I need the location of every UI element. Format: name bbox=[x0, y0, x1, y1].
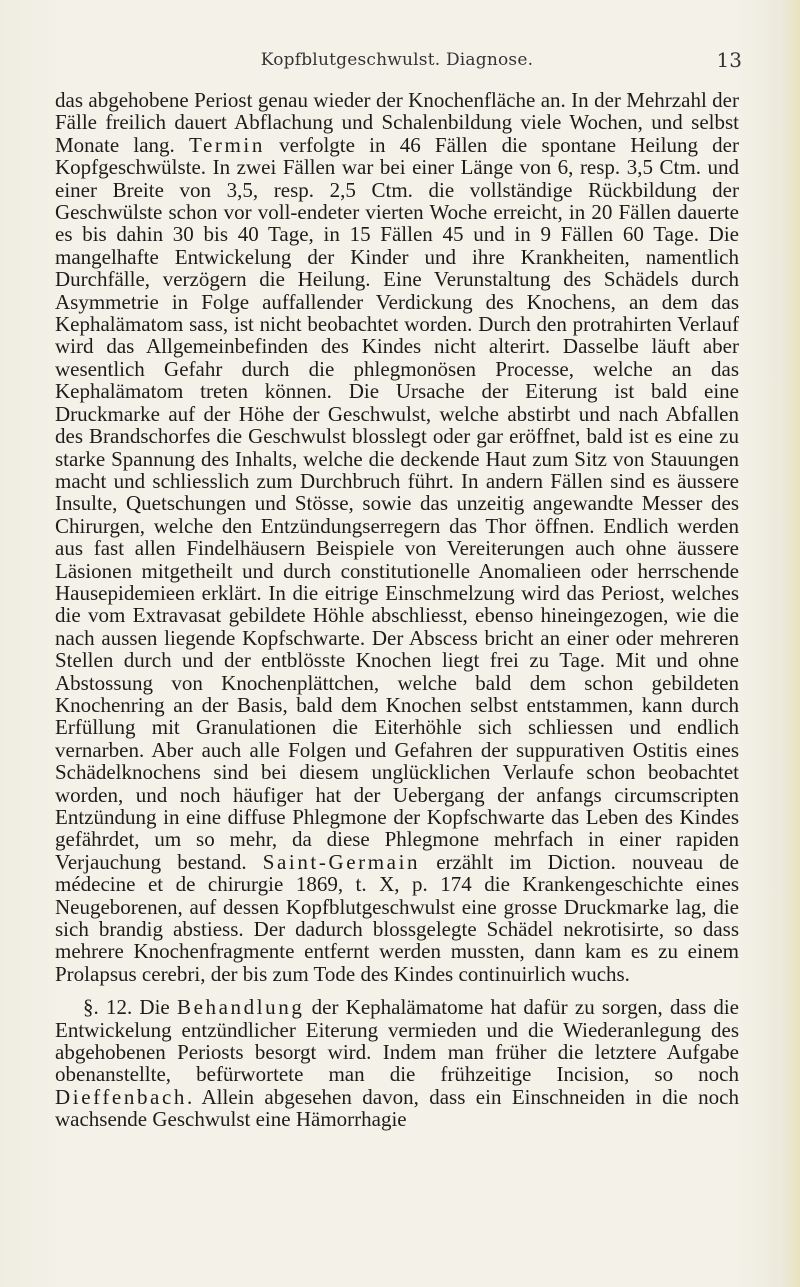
running-title: Kopfblutgeschwulst. Diagnose. bbox=[260, 50, 534, 70]
paragraph-treatment bbox=[55, 996, 739, 1130]
paragraph2-text-part3: . Allein abgesehen davon, dass ein Einschneiden in die noch wachsende Geschwulst eine Hämorrhagie bbox=[55, 1084, 739, 1132]
page-edge-shading bbox=[782, 0, 800, 1287]
author-name-dieffenbach: Dieffenbach bbox=[55, 1084, 187, 1109]
paragraph1-text-part1: das abgehobene Periost genau wieder der Knochenfläche an. In der Mehrzahl der Fälle freilich dauert Abflachung und Schalenbildung viele Wochen, und selbst Monate lang. bbox=[55, 88, 739, 157]
paragraph2-text-part2: der Kephalämatome hat dafür zu sorgen, dass die Entwickelung entzündlicher Eiterung vermieden und die Wiederanlegung des abgehobenen Periosts besorgt wird. Indem man früher die letztere Aufgabe obenanstellte, befürwortete man die frühzeitige Incision, so noch bbox=[55, 995, 740, 1087]
paragraph-spontaneous-healing bbox=[55, 89, 739, 985]
page-number: 13 bbox=[716, 48, 742, 72]
running-head bbox=[52, 50, 742, 80]
section-mark: §. 12. bbox=[83, 995, 133, 1020]
body-text bbox=[55, 89, 739, 1131]
paragraph1-text-part3: erzählt im Diction. nouveau de médecine et de chirurgie 1869, t. X, p. 174 die Krankengeschichte eines Neugeborenen, auf dessen Kopfblutgeschwulst eine grosse Druckmarke lag, die sich brandig abstiess. Der dadurch blossgelegte Schädel nekrotisirte, so dass mehrere Knochenfragmente entfernt werden mussten, dann kam es zu einem Prolapsus cerebri, der bis zum Tode des Kindes continuirlich wuchs. bbox=[55, 849, 740, 986]
paragraph2-text-part1: Die bbox=[132, 995, 177, 1020]
heading-behandlung: Behandlung bbox=[176, 995, 305, 1020]
paragraph1-text-part2: verfolgte in 46 Fällen die spontane Heilung der Kopfgeschwülste. In zwei Fällen war bei einer Länge von 6, resp. 3,5 Ctm. und einer Breite von 3,5, resp. 2,5 Ctm. die vollständige Rückbildung der Geschwülste schon vor voll-endeter vierten Woche erreicht, in 20 Fällen dauerte es bis dahin 30 bis 40 Tage, in 15 Fällen 45 und in 9 Fällen 60 Tage. Die mangelhafte Entwickelung der Kinder und ihre Krankheiten, namentlich Durchfälle, verzögern die Heilung. Eine Verunstaltung des Schädels durch Asymmetrie in Folge auffallender Verdickung des Knochens, an dem das Kephalämatom sass, ist nicht beobachtet worden. Durch den protrahirten Verlauf wird das Allgemeinbefinden des Kindes nicht alterirt. Dasselbe läuft aber wesentlich Gefahr durch die phlegmonösen Processe, welche an das Kephalämatom treten können. Die Ursache der Eiterung ist bald eine Druckmarke auf der Höhe der Geschwulst, welche abstirbt und nach Abfallen des Brandschorfes die Geschwulst blosslegt oder gar eröffnet, bald ist es eine zu starke Spannung des Inhalts, welche die deckende Haut zum Sitz von Stauungen macht und schliesslich zum Durchbruch führt. In andern Fällen sind es äussere Insulte, Quetschungen und Stösse, sowie das unzeitig angewandte Messer des Chirurgen, welche den Entzündungserregern das Thor öffnen. Endlich werden aus fast allen Findelhäusern Beispiele von Vereiterungen auch ohne äussere Läsionen mitgetheilt und durch constitutionelle Anomalieen oder herrschende Hausepidemieen erklärt. In die eitrige Einschmelzung wird das Periost, welches die vom Extravasat gebildete Höhle abschliesst, ebenso hineingezogen, wie die nach aussen liegende Kopfschwarte. Der Abscess bricht an einer oder mehreren Stellen durch und der entblösste Knochen liegt frei zu Tage. Mit und ohne Abstossung von Knochenplättchen, welche bald dem schon gebildeten Knochenring an der Basis, bald dem Knochen selbst entstammen, kann durch Erfüllung mit Granulationen die Eiterhöhle sich schliessen und endlich vernarben. Aber auch alle Folgen und Gefahren der suppurativen Ostitis eines Schädelknochens sind bei diesem unglücklichen Verlaufe schon beobachtet worden, und noch häufiger hat der Uebergang der anfangs circumscripten Entzündung in eine diffuse Phlegmone der Kopfschwarte das Leben des Kindes gefährdet, um so mehr, da diese Phlegmone mehrfach in einer rapiden Verjauchung bestand. bbox=[55, 132, 739, 874]
author-name-saint-germain: Saint-Germain bbox=[262, 849, 421, 874]
author-name-termin: Termin bbox=[188, 132, 265, 157]
